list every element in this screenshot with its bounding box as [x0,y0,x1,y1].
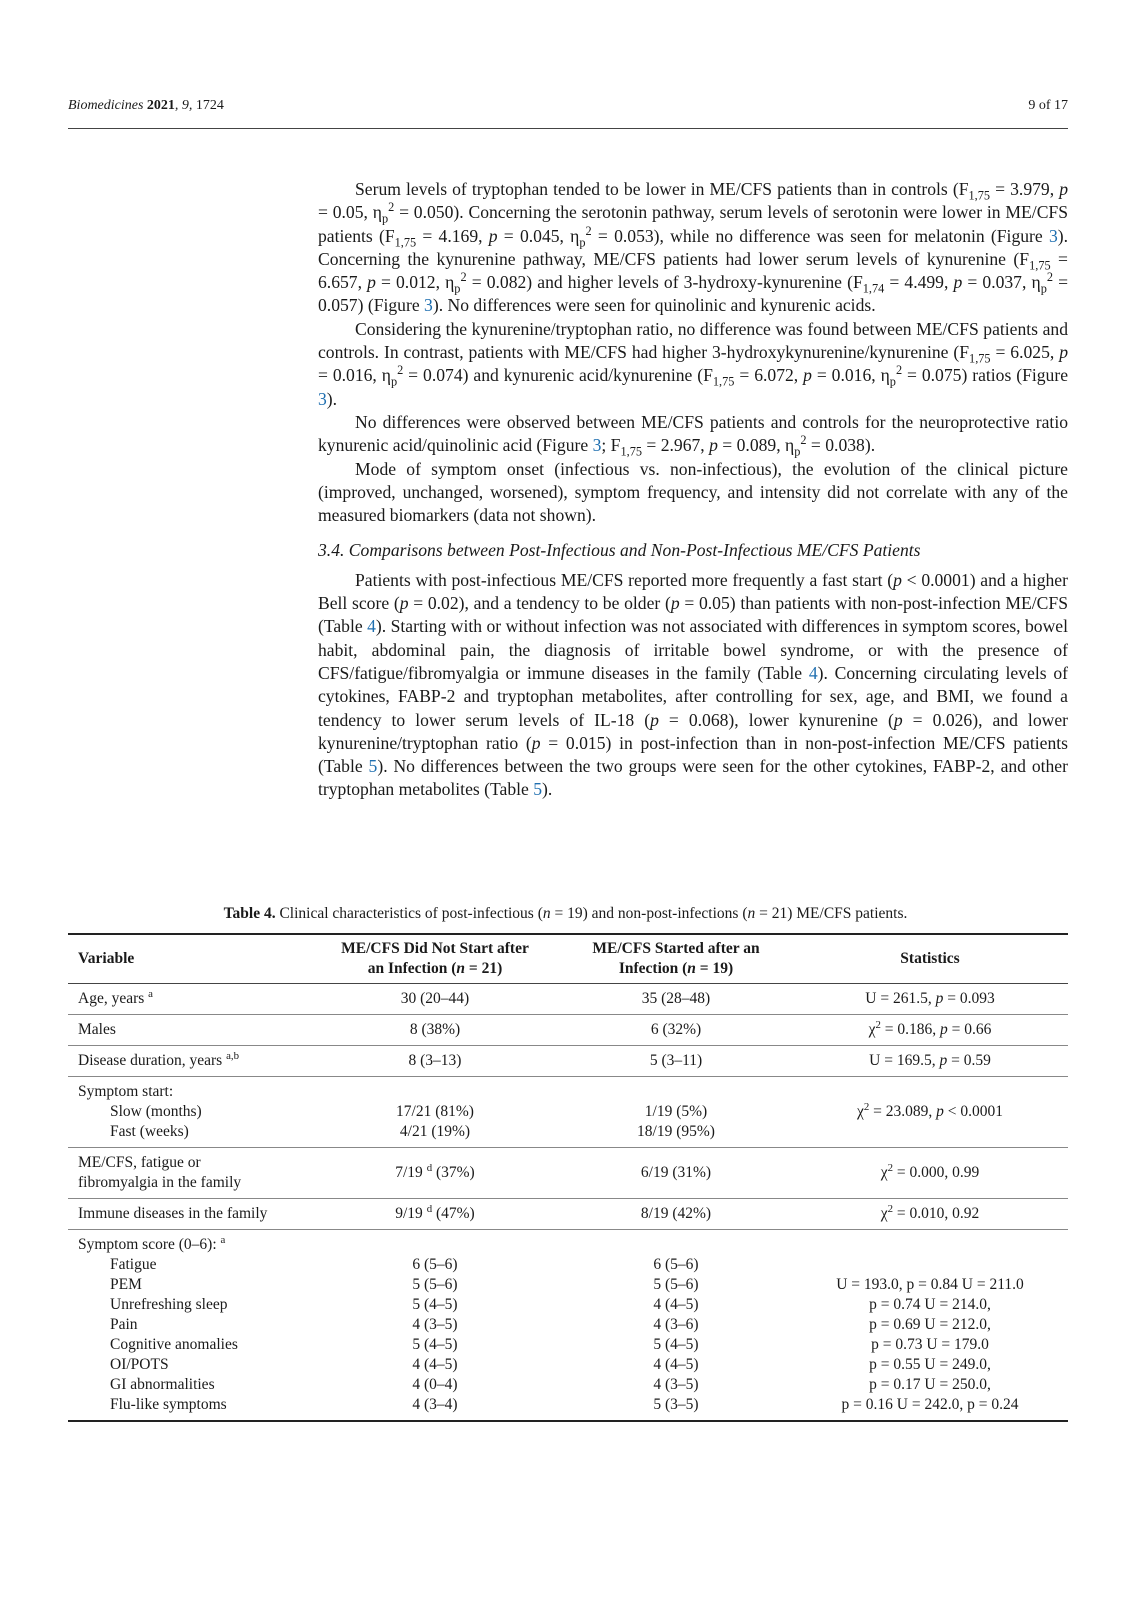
paragraph-post-infectious: Patients with post-infectious ME/CFS reported more frequently a fast start (p < 0.0001) and a higher Bell score (p = 0.02), and a tendency to be older (p = 0.05) than patients with non-post-infection ME/CFS (Table 4). Starting with or without infection was not associated with differences in symptom scores, bowel habit, abdominal pain, the diagnosis of irritable bowel syndrome, or with the presence of CFS/fatigue/fibromyalgia or immune diseases in the family (Table 4). Concerning circulating levels of cytokines, FABP-2 and tryptophan metabolites, after controlling for sex, age, and BMI, we found a tendency to lower serum levels of IL-18 (p = 0.068), lower kynurenine (p = 0.026), and lower kynurenine/tryptophan ratio (p = 0.015) in post-infection than in non-post-infection ME/CFS patients (Table 5). No differences between the two groups were seen for the other cytokines, FABP-2, and other tryptophan metabolites (Table 5). [318,569,1068,800]
table-row: Symptom start: Slow (months) Fast (weeks) 17/21 (81%) 4/21 (19%) 1/19 (5%) 18/19 (95%) $\chi^2 = 23.089$, p < 0.0001 [68,1077,1068,1148]
figure-3-link[interactable]: 3 [318,388,327,409]
figure-3-link[interactable]: 3 [592,435,602,456]
table-header-row [68,934,1068,984]
table-4 [68,933,1068,1422]
paragraph-onset: Mode of symptom onset (infectious vs. non-infectious), the evolution of the clinical picture (improved, unchanged, worsened), symptom frequency, and intensity did not correlate with any of the measured biomarkers (data not shown). [318,458,1068,526]
body-text [318,178,1068,802]
table-row: Immune diseases in the family 9/19 $^d$ (47%) 8/19 (42%) $\chi^2 = 0.010$, 0.92 [68,1199,1068,1230]
journal-citation: Biomedicines 2021, 9, 1724 [68,98,224,113]
header-statistics: Statistics [792,934,1068,984]
header-infection: ME/CFS Started after an Infection (n = 19) [560,934,792,984]
paragraph-tryptophan: Serum levels of tryptophan tended to be lower in ME/CFS patients than in controls ($F_{1,75} = 3.979$, p = 0.05, $\eta_p^2 = 0.050$). Concerning the serotonin pathway, serum levels of serotonin were lower in ME/CFS patients ($F_{1,75} = 4.169$, p = 0.045, $\eta_p^2 = 0.053$), while no difference was seen for melatonin (Figure 3). Concerning the kynurenine pathway, ME/CFS patients had lower serum levels of kynurenine ($F_{1,75} = 6.657$, p = 0.012, $\eta_p^2 = 0.082$) and higher levels of 3-hydroxy-kynurenine ($F_{1,74} = 4.499$, p = 0.037, $\eta_p^2 = 0.057$) (Figure 3). No differences were seen for quinolinic and kynurenic acids. [318,179,1069,316]
table-5-link[interactable]: 5 [533,779,543,800]
page-number: 9 of 17 [1028,98,1068,113]
paragraph-ratio: Considering the kynurenine/tryptophan ratio, no difference was found between ME/CFS patients and controls. In contrast, patients with ME/CFS had higher 3-hydroxykynurenine/kynurenine ($F_{1,75} = 6.025$, p = 0.016, $\eta_p^2 = 0.074$) and kynurenic acid/kynurenine ($F_{1,75} = 6.072$, p = 0.016, $\eta_p^2 = 0.075$) ratios (Figure 3). [318,318,1069,409]
table-4-link[interactable]: 4 [808,662,818,683]
table-row: ME/CFS, fatigue or fibromyalgia in the family 7/19 $^d$ (37%) 6/19 (31%) $\chi^2 = 0.000$, 0.99 [68,1148,1068,1199]
table-row: Age, years $^a$ 30 (20–44) 35 (28–48) U = 261.5, p = 0.093 [68,984,1068,1015]
running-header [68,98,1068,129]
header-variable: Variable [68,934,310,984]
table-5-link[interactable]: 5 [368,756,378,777]
section-heading: 3.4. Comparisons between Post-Infectious and Non-Post-Infectious ME/CFS Patients [318,540,921,561]
table-caption: Table 4. Clinical characteristics of post-infectious (n = 19) and non-post-infections (n = 21) ME/CFS patients. [223,905,908,922]
figure-3-link[interactable]: 3 [424,295,433,316]
table-row: Symptom score (0–6): $^a$ Fatigue PEM Unrefreshing sleep Pain Cognitive anomalies OI/POTS GI abnormalities Flu-like symptoms 6 (5–6) 5 (5–6) 5 (4–5) 4 (3–5) 5 (4–5) 4 (4–5) 4 (0–4) 4 (3–4) 6 (5–6) 5 (5–6) 4 (4–5) 4 (3–6) 5 (4–5) 4 (4–5) 4 (3–5) 5 (3–5) U = 193.0, p = 0.84 U = 211.0 p = 0.74 U = 214.0, p = 0.69 U = 212.0, p = 0.73 U = 179.0 p = 0.55 U = 249.0, p = 0.17 U = 250.0, p = 0.16 U = 242.0, p = 0.24 [68,1230,1068,1422]
table-row: Males 8 (38%) 6 (32%) $\chi^2 = 0.186$, p = 0.66 [68,1015,1068,1046]
figure-3-link[interactable]: 3 [1048,225,1058,246]
header-no-infection: ME/CFS Did Not Start after an Infection (n = 21) [310,934,560,984]
paragraph-neuroprotective: No differences were observed between ME/CFS patients and controls for the neuroprotective ratio kynurenic acid/quinolinic acid (Figure 3; $F_{1,75} = 2.967$, p = 0.089, $\eta_p^2 = 0.038$). [318,411,1068,459]
table-row: Disease duration, years $^{a,b}$ 8 (3–13) 5 (3–11) U = 169.5, p = 0.59 [68,1046,1068,1077]
table-4-link[interactable]: 4 [367,616,376,637]
